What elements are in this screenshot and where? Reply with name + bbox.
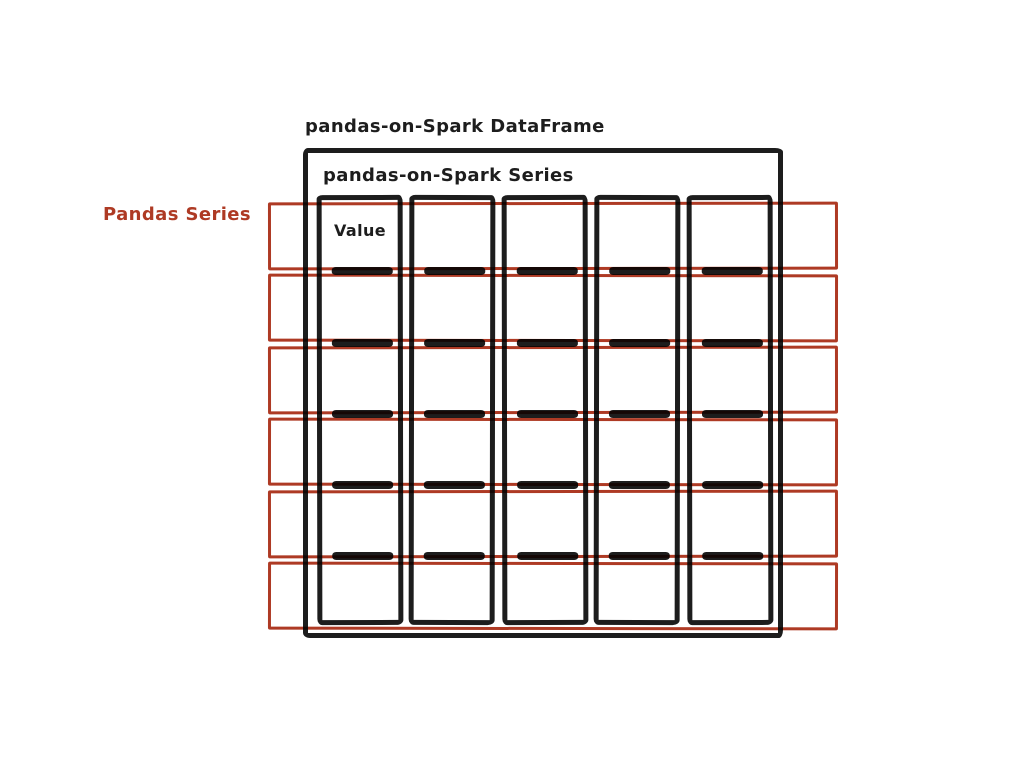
pandas-series-row [268,274,838,343]
pandas-series-row [268,418,838,487]
pandas-series-row [268,490,838,559]
pandas-series-label: Pandas Series [103,204,252,225]
pandas-series-row [268,346,838,415]
spark-series-title: pandas-on-Spark Series [323,165,574,186]
pandas-series-row [268,562,838,631]
value-label: Value [333,220,387,240]
dataframe-title: pandas-on-Spark DataFrame [305,116,605,137]
